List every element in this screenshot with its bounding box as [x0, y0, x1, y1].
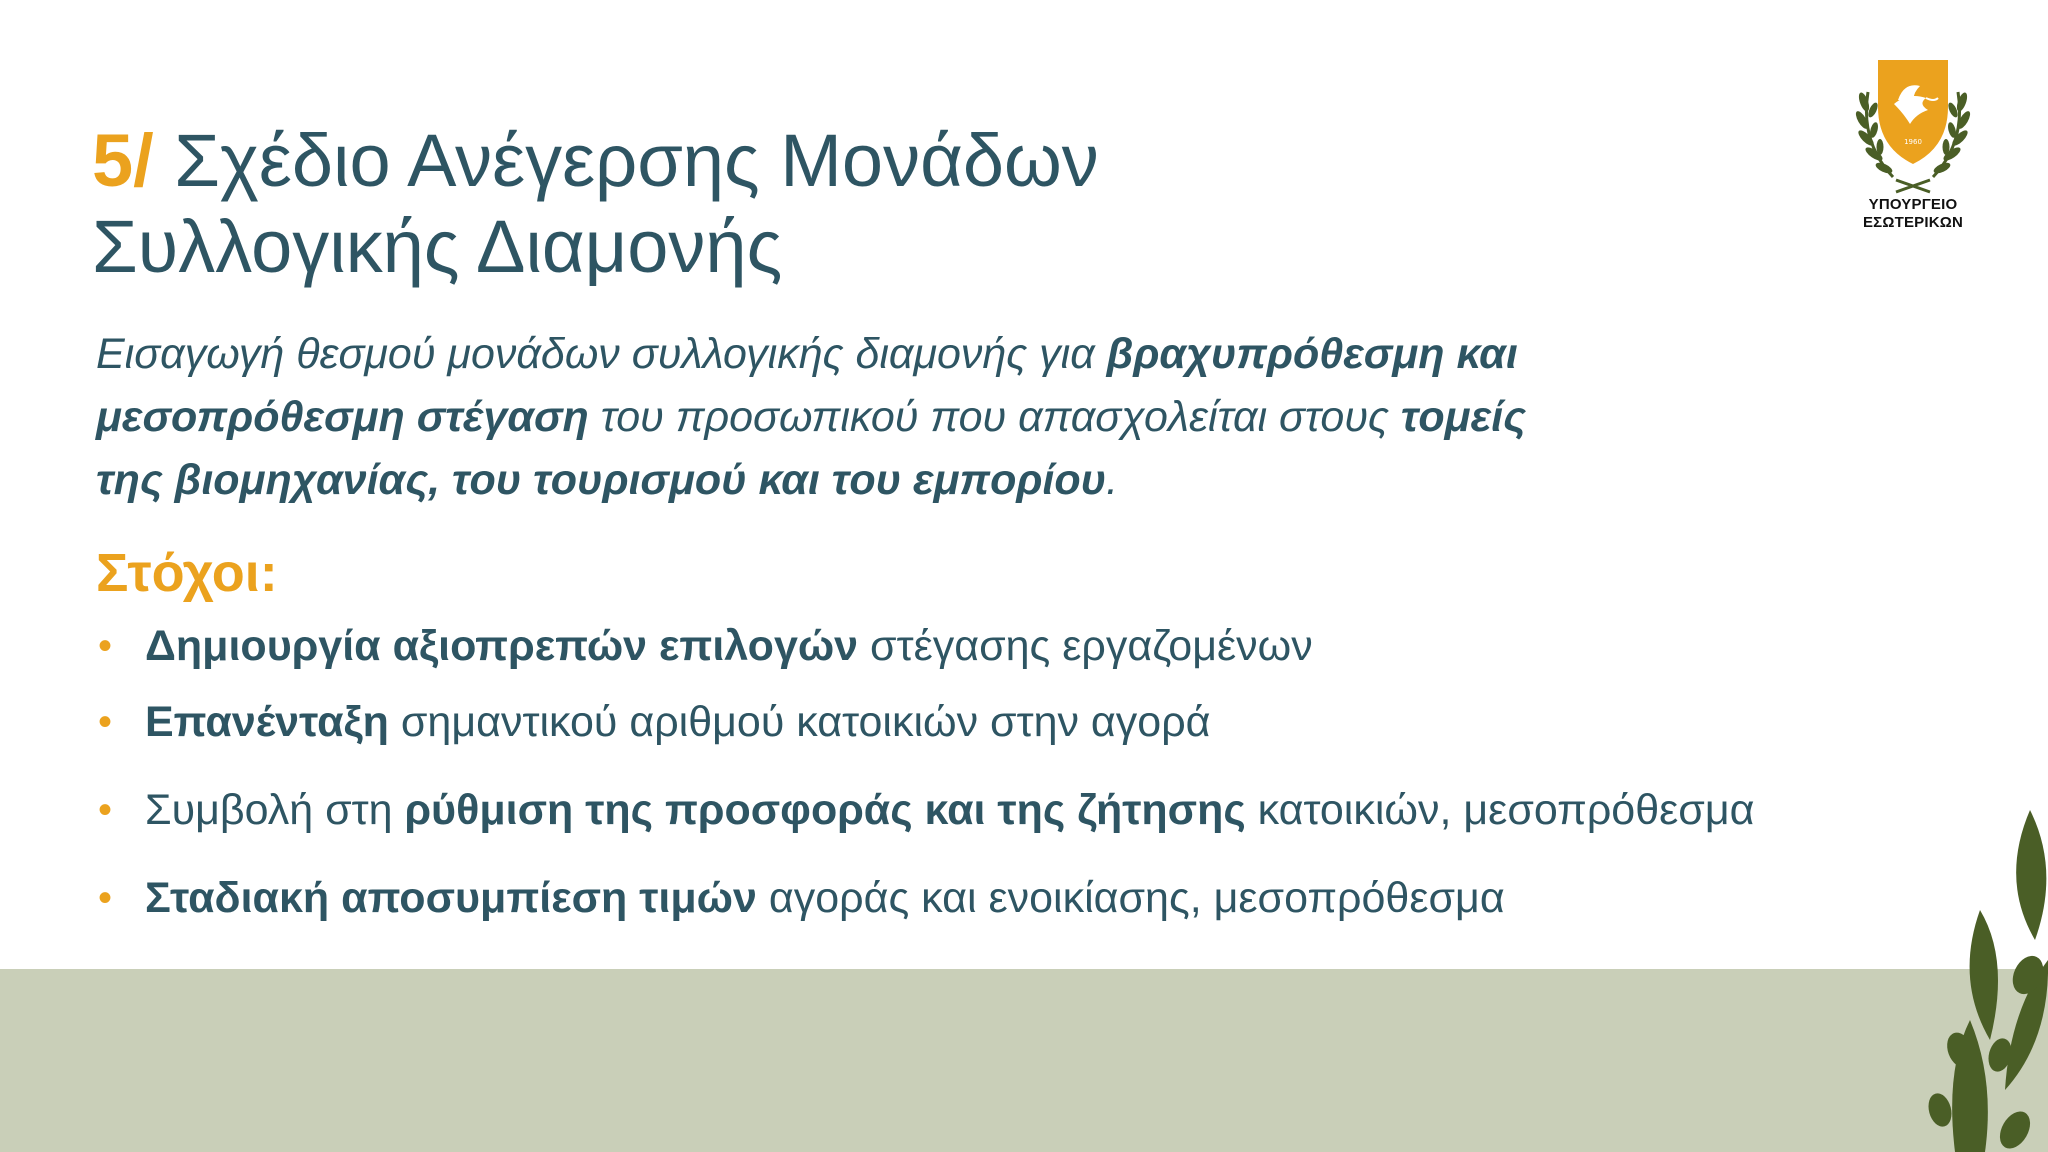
- goal-bold: Επανένταξη: [145, 698, 389, 746]
- goal-post: αγοράς και ενοικίασης, μεσοπρόθεσμα: [756, 874, 1505, 922]
- list-item: [96, 872, 1976, 924]
- bottom-band: [0, 969, 2048, 1152]
- goal-bold: ρύθμιση της προσφοράς και της ζήτησης: [404, 786, 1246, 834]
- goal-post: σημαντικού αριθμού κατοικιών στην αγορά: [388, 698, 1211, 746]
- list-item: [96, 696, 1976, 748]
- olive-leaves-icon: [1900, 810, 2048, 1152]
- goal-post: κατοικιών, μεσοπρόθεσμα: [1245, 786, 1755, 834]
- title-number: 5/: [92, 119, 154, 202]
- intro-paragraph: [96, 323, 1736, 512]
- bullet-icon: •: [98, 700, 113, 744]
- bullet-icon: •: [98, 876, 113, 920]
- goal-bold: Σταδιακή αποσυμπίεση τιμών: [145, 874, 757, 922]
- bullet-icon: •: [98, 624, 113, 668]
- intro-bold-1: βραχυπρόθεσμη και: [1106, 330, 1518, 378]
- goals-list: [96, 620, 1976, 924]
- ministry-name: [1848, 196, 1978, 232]
- ministry-name-line-1: ΥΠΟΥΡΓΕΙΟ: [1868, 196, 1958, 213]
- list-item: [96, 620, 1976, 672]
- title-line-1: Σχέδιο Ανέγερσης Μονάδων: [174, 119, 1099, 202]
- intro-bold-4: της βιομηχανίας, του τουρισμού και του εμπορίου: [96, 456, 1107, 504]
- intro-text-2: του προσωπικού που απασχολείται στους: [588, 393, 1401, 441]
- intro-text-1: Εισαγωγή θεσμού μονάδων συλλογικής διαμονής για: [96, 330, 1107, 378]
- intro-text-3: .: [1106, 456, 1119, 504]
- goal-post: στέγασης εργαζομένων: [858, 622, 1313, 670]
- page-title: [92, 118, 1592, 290]
- bullet-icon: •: [98, 788, 113, 832]
- ministry-name-line-2: ΕΣΩΤΕΡΙΚΩΝ: [1862, 214, 1964, 231]
- goals-heading: Στόχοι:: [96, 543, 278, 603]
- list-item: [96, 784, 1976, 836]
- intro-bold-2: μεσοπρόθεσμη στέγαση: [96, 393, 589, 441]
- emblem-year: 1960: [1904, 138, 1922, 146]
- goal-pre: Συμβολή στη: [145, 786, 405, 834]
- intro-bold-3: τομείς: [1400, 393, 1527, 441]
- title-line-2: Συλλογικής Διαμονής: [92, 205, 783, 288]
- goal-bold: Δημιουργία αξιοπρεπών επιλογών: [145, 622, 859, 670]
